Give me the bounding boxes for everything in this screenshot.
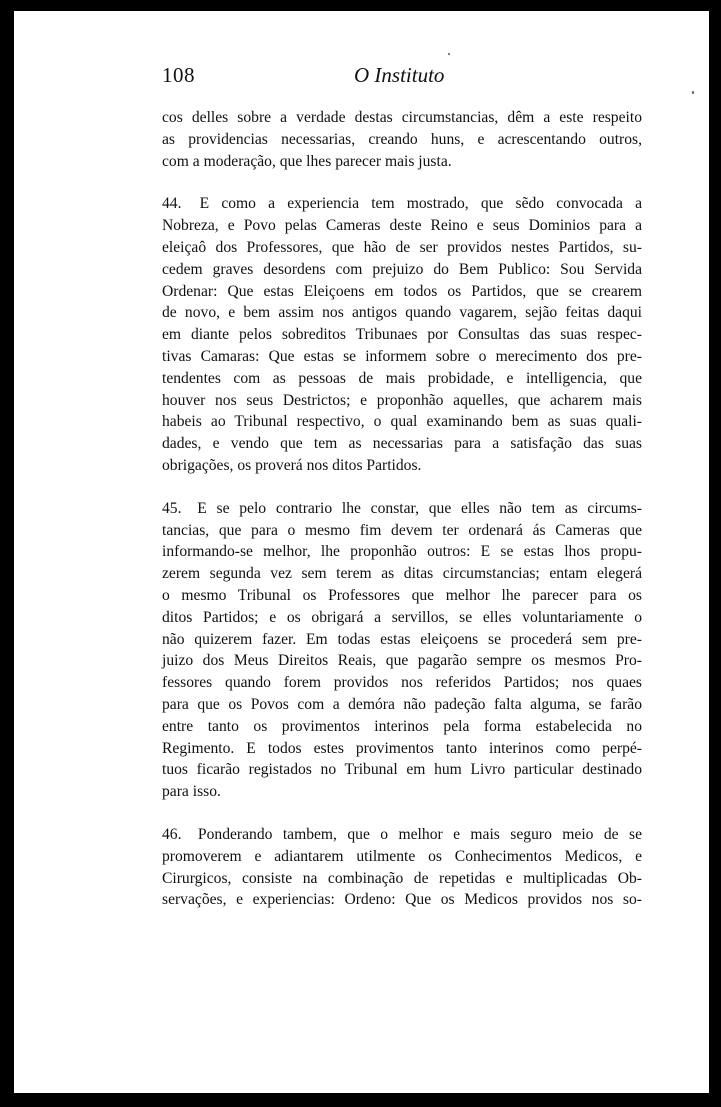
text-line-content: Ponderando tambem, que o melhor e mais seguro meio de se — [197, 825, 642, 843]
text-line: promoverem e adiantarem utilmente os Conhecimentos Medicos, e — [162, 847, 642, 865]
text-line: Cirurgicos, consiste na combinação de repetidas e multiplicadas Ob- — [162, 869, 642, 887]
text-line: obrigações, os proverá nos ditos Partidos. — [162, 456, 422, 474]
scan-speck — [692, 91, 694, 94]
text-line: tancias, que para o mesmo fim devem ter ordenará ás Cameras que — [162, 521, 642, 539]
page-number: 108 — [162, 63, 195, 87]
text-line: em diante pelos sobreditos Tribunaes por Consultas das suas respec- — [162, 326, 642, 344]
text-line: com a moderação, que lhes parecer mais justa. — [162, 152, 452, 170]
text-line: para que os Povos com a demóra não padeção falta alguma, se farão — [162, 695, 642, 713]
page-header — [162, 63, 642, 93]
text-line: dades, e vendo que tem as necessarias para a satisfação das suas — [162, 435, 642, 453]
text-line: cos delles sobre a verdade destas circumstancias, dêm a este respeito — [162, 109, 642, 126]
text-line: zerem segunda vez sem terem as ditas circumstancias; entam elegerá — [162, 565, 642, 583]
paragraph-44 — [162, 193, 642, 476]
text-line: informando-se melhor, lhe proponhão outros: E se estas lhos propu- — [162, 543, 642, 561]
text-line: tuos ficarão registados no Tribunal em hum Livro particular destinado — [162, 761, 642, 779]
text-line: o mesmo Tribunal os Professores que melhor lhe parecer para os — [162, 586, 642, 604]
text-line: entre tanto os provimentos interinos pela forma estabelecida no — [162, 717, 642, 735]
text-line: juizo dos Meus Direitos Reais, que pagarão sempre os mesmos Pro- — [162, 652, 642, 670]
text-line: não quizerem fazer. Em todas estas eleiçoens se procederá sem pre- — [162, 630, 642, 648]
text-line: as providencias necessarias, creando huns, e acrescentando outros, — [162, 130, 642, 148]
paragraph-number: 45. — [162, 499, 182, 517]
paragraph-number: 46. — [162, 825, 182, 843]
text-line: houver nos seus Destrictos; e proponhão aquelles, que acharem mais — [162, 391, 642, 409]
text-line: Regimento. E todos estes provimentos tanto interinos como perpé- — [162, 739, 642, 757]
text-line — [162, 824, 642, 846]
paragraph-number: 44. — [162, 195, 182, 213]
paragraph-45 — [162, 498, 642, 803]
text-line: habeis ao Tribunal respectivo, o qual examinando bem as suas quali- — [162, 413, 642, 431]
text-line: servações, e experiencias: Ordeno: Que os Medicos providos nos so- — [162, 891, 642, 909]
text-line — [162, 498, 642, 520]
text-line: eleiçaô dos Professores, que hão de ser providos nestes Partidos, su- — [162, 238, 642, 256]
scan-speck — [448, 53, 450, 55]
book-page — [14, 11, 709, 1093]
text-line: tendentes com as pessoas de mais probidade, e intelligencia, que — [162, 369, 642, 387]
paragraph-continuation — [162, 107, 642, 172]
text-line: fessores quando forem providos nos referidos Partidos; nos quaes — [162, 674, 642, 692]
text-line-content: E se pelo contrario lhe constar, que elles não tem as circums- — [197, 499, 642, 517]
text-line: tivas Camaras: Que estas se informem sobre o merecimento dos pre- — [162, 347, 642, 365]
text-line: de novo, e bem assim nos antigos quando vagarem, sejão feitas daqui — [162, 304, 642, 322]
text-line: ditos Partidos; e os obrigará a servillos, se elles voluntariamente o — [162, 608, 642, 626]
text-line: para isso. — [162, 783, 221, 801]
body-text — [162, 107, 642, 911]
running-title: O Instituto — [354, 63, 445, 87]
text-line — [162, 193, 642, 215]
text-line: Ordenar: Que estas Eleiçoens em todos os Partidos, que se crearem — [162, 282, 642, 300]
text-line: Nobreza, e Povo pelas Cameras deste Reino e seus Dominios para a — [162, 217, 642, 235]
text-line: cedem graves desordens com prejuizo do Bem Publico: Sou Servida — [162, 260, 642, 278]
paragraph-46 — [162, 824, 642, 911]
text-line-content: E como a experiencia tem mostrado, que sẽdo convocada a — [199, 195, 642, 213]
